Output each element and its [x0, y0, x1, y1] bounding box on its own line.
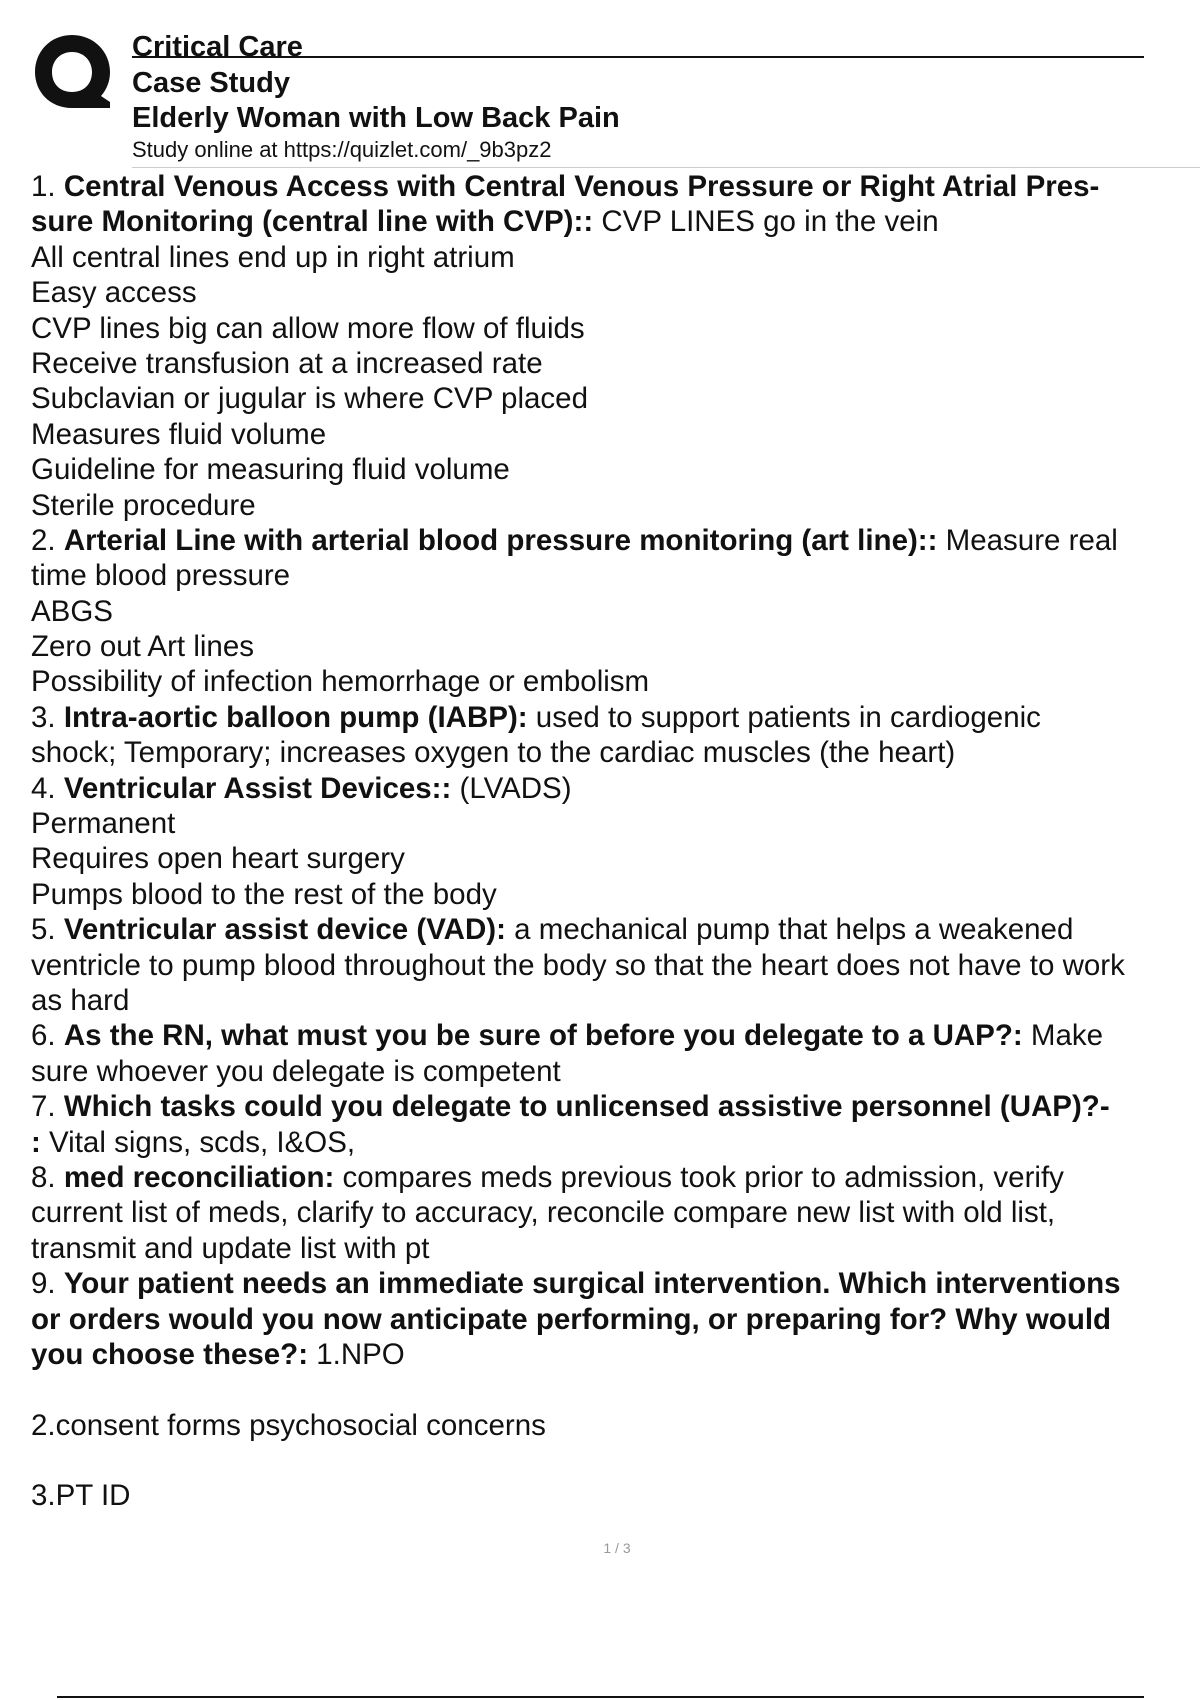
text-line: [31, 1160, 1200, 1195]
term: Ventricular Assist Devices::: [63, 771, 452, 805]
quizlet-logo-icon: [30, 30, 114, 114]
term: med reconciliation:: [63, 1160, 335, 1194]
term: or orders would you now anticipate performing, or preparing for? Why would: [31, 1302, 1112, 1336]
definition-text: Zero out Art lines: [31, 630, 254, 664]
definition-text: 3.PT ID: [31, 1479, 131, 1513]
text-line: [31, 1302, 1200, 1337]
text-line: [31, 204, 1200, 239]
text-line: [31, 558, 1200, 593]
text-line: [31, 311, 1200, 346]
text-line: [31, 1089, 1200, 1124]
text-line: [31, 1231, 1200, 1266]
term: Intra-aortic balloon pump (IABP):: [63, 700, 528, 734]
term: Your patient needs an immediate surgical intervention. Which interventions: [63, 1267, 1121, 1301]
text-line: [31, 806, 1200, 841]
definition-text: Measures fluid volume: [31, 417, 327, 451]
definition-text: compares meds previous took prior to admission, verify: [334, 1160, 1064, 1194]
item-number: 9.: [31, 1267, 56, 1301]
text-line: [31, 664, 1200, 699]
item-number: 8.: [31, 1160, 56, 1194]
term: you choose these?:: [31, 1337, 309, 1371]
item-number: 5.: [31, 913, 56, 947]
definition-text: ventricle to pump blood throughout the body so that the heart does not have to work: [31, 948, 1125, 982]
definition-text: time blood pressure: [31, 559, 291, 593]
item-number: 3.: [31, 700, 56, 734]
text-line: [31, 1408, 1200, 1443]
text-line: [31, 877, 1200, 912]
definition-text: Requires open heart surgery: [31, 842, 405, 876]
text-line: [31, 169, 1200, 204]
definition-text: Guideline for measuring fluid volume: [31, 453, 510, 487]
document-title: Elderly Woman with Low Back Pain: [132, 102, 620, 134]
definition-text: CVP LINES go in the vein: [593, 205, 939, 239]
text-line: [31, 912, 1200, 947]
definition-text: Easy access: [31, 276, 197, 310]
term: Ventricular assist device (VAD):: [63, 913, 506, 947]
text-line: [31, 275, 1200, 310]
definition-text: CVP lines big can allow more flow of fluids: [31, 311, 585, 345]
definition-text: a mechanical pump that helps a weakened: [505, 913, 1074, 947]
text-line: [31, 1337, 1200, 1372]
text-line: [31, 240, 1200, 275]
text-line: [31, 771, 1200, 806]
definition-text: shock; Temporary; increases oxygen to the cardiac muscles (the heart): [31, 736, 956, 770]
text-line: [31, 1054, 1200, 1089]
item-number: 2.: [31, 523, 56, 557]
definition-text: Permanent: [31, 807, 176, 841]
text-line: [31, 1125, 1200, 1160]
item-number: 1.: [31, 170, 56, 203]
term: As the RN, what must you be sure of before you delegate to a UAP?:: [63, 1019, 1023, 1053]
definition-text: used to support patients in cardiogenic: [527, 700, 1041, 734]
definition-text: Subclavian or jugular is where CVP placed: [31, 382, 588, 416]
definition-text: 1.NPO: [308, 1337, 405, 1371]
term: Central Venous Access with Central Venous Pressure or Right Atrial Pres-: [63, 170, 1100, 203]
item-number: 4.: [31, 771, 56, 805]
text-line: [31, 841, 1200, 876]
definition-text: as hard: [31, 983, 130, 1017]
page-number: 1 / 3: [603, 1540, 631, 1556]
text-line: [31, 983, 1200, 1018]
definition-text: (LVADS): [451, 771, 572, 805]
term: sure Monitoring (central line with CVP)::: [31, 205, 594, 239]
term: Arterial Line with arterial blood pressure monitoring (art line)::: [63, 523, 938, 557]
definition-text: transmit and update list with pt: [31, 1231, 430, 1265]
text-line: [31, 735, 1200, 770]
definition-text: current list of meds, clarify to accuracy, reconcile compare new list with old list,: [31, 1196, 1056, 1230]
item-number: 7.: [31, 1090, 56, 1124]
definition-text: Receive transfusion at a increased rate: [31, 346, 543, 380]
term: :: [31, 1125, 41, 1159]
definition-text: 2.consent forms psychosocial concerns: [31, 1408, 546, 1442]
header-bottom-rule: [132, 167, 1200, 168]
blank-line: [31, 1443, 1200, 1478]
definition-text: All central lines end up in right atrium: [31, 240, 515, 274]
text-line: [31, 700, 1200, 735]
text-line: [31, 1195, 1200, 1230]
footer-rule: [57, 1696, 1144, 1698]
text-line: [31, 488, 1200, 523]
blank-line: [31, 1372, 1200, 1407]
document-subtitle: Case Study: [132, 67, 290, 99]
definition-text: Sterile procedure: [31, 488, 256, 522]
definition-text: Vital signs, scds, I&OS,: [40, 1125, 356, 1159]
definition-text: Measure real: [937, 523, 1118, 557]
definition-text: ABGS: [31, 594, 113, 628]
definition-text: sure whoever you delegate is competent: [31, 1054, 561, 1088]
text-line: [31, 948, 1200, 983]
definition-text: Pumps blood to the rest of the body: [31, 877, 497, 911]
text-line: [31, 1018, 1200, 1053]
study-online-link[interactable]: Study online at https://quizlet.com/_9b3pz2: [132, 137, 552, 162]
term: Which tasks could you delegate to unlicensed assistive personnel (UAP)?-: [63, 1090, 1110, 1124]
text-line: [31, 594, 1200, 629]
definition-text: Make: [1022, 1019, 1104, 1053]
text-line: [31, 452, 1200, 487]
text-line: [31, 523, 1200, 558]
text-line: [31, 381, 1200, 416]
text-line: [31, 629, 1200, 664]
item-number: 6.: [31, 1019, 56, 1053]
definition-text: Possibility of infection hemorrhage or embolism: [31, 665, 650, 699]
text-line: [31, 1478, 1200, 1513]
document-body: [31, 169, 1200, 1514]
text-line: [31, 1266, 1200, 1301]
text-line: [31, 417, 1200, 452]
text-line: [31, 346, 1200, 381]
course-title: Critical Care: [132, 31, 303, 63]
